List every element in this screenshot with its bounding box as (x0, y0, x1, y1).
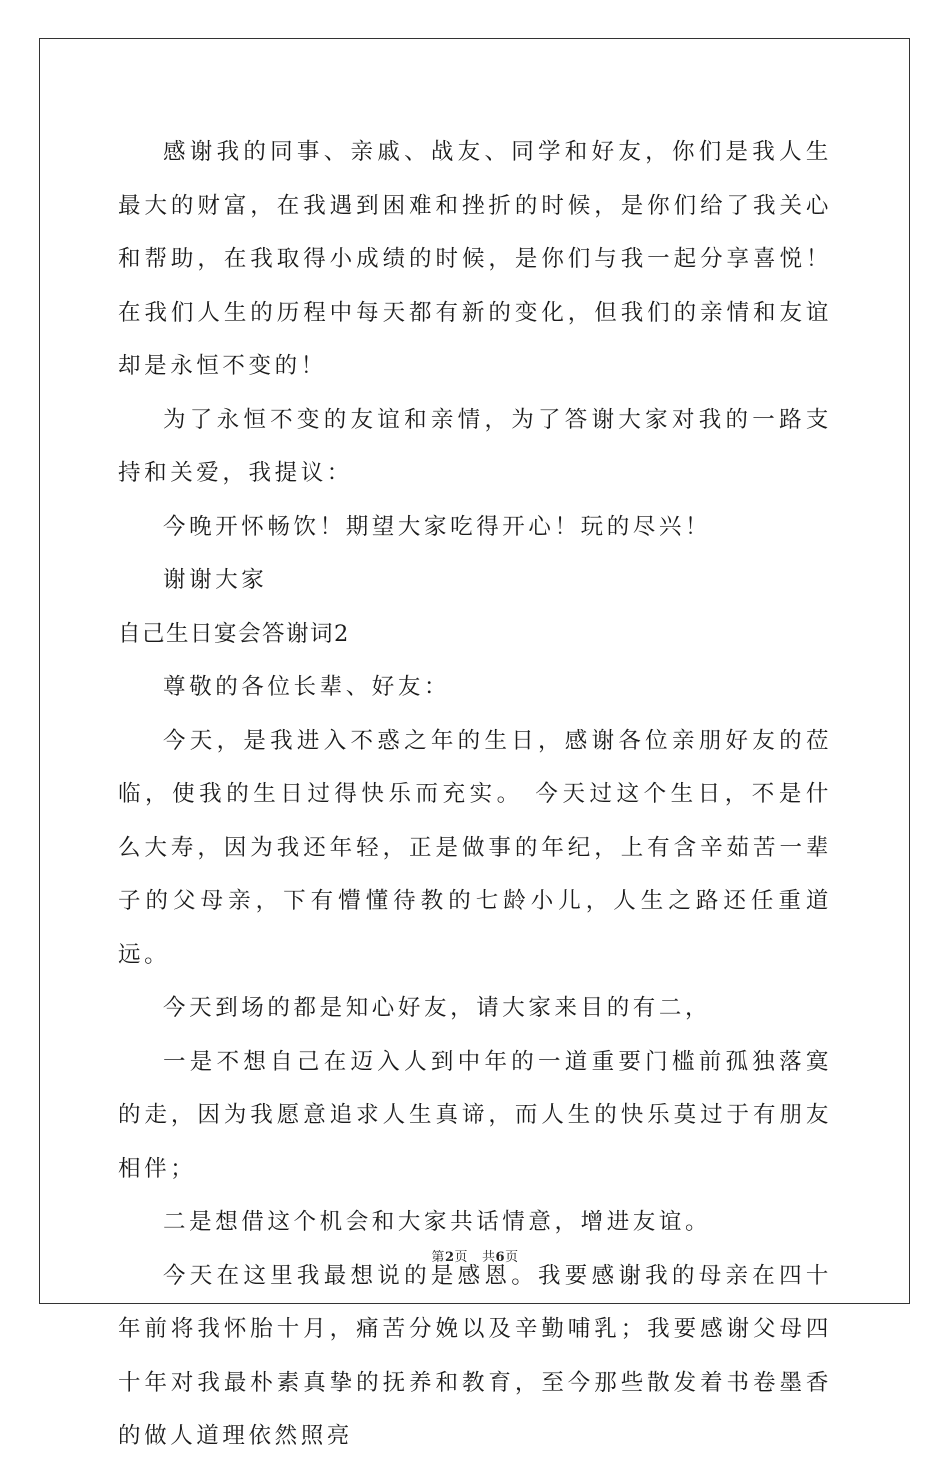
page-total: 6 (495, 1250, 506, 1265)
paragraph-purpose-two: 二是想借这个机会和大家共话情意，增进友谊。 (163, 1209, 712, 1235)
page-prefix: 第 (431, 1250, 445, 1265)
total-suffix: 页 (505, 1250, 519, 1265)
page-current: 2 (444, 1250, 455, 1265)
section-heading: 自己生日宴会答谢词2 (118, 620, 350, 647)
total-prefix: 共 (482, 1250, 496, 1265)
paragraph-proposal: 为了永恒不变的友谊和亲情，为了答谢大家对我的一路支持和关爱，我提议： (118, 406, 832, 486)
paragraph-salutation: 尊敬的各位长辈、好友： (163, 674, 451, 700)
paragraph-gratitude: 今天在这里我最想说的是感恩。我要感谢我的母亲在四十年前将我怀胎十月，痛苦分娩以及辛勤哺乳；我要感谢父母四十年对我最朴素真挚的抚养和教育，至今那些散发着书卷墨香的做人道理依然照亮 (118, 1262, 832, 1449)
paragraph-thanks-friends: 感谢我的同事、亲戚、战友、同学和好友，你们是我人生最大的财富，在我遇到困难和挫折的时候，是你们给了我关心和帮助，在我取得小成绩的时候，是你们与我一起分享喜悦！在我们人生的历程中每天都有新的变化，但我们的亲情和友谊却是永恒不变的！ (118, 139, 832, 379)
paragraph-birthday-intro: 今天，是我进入不惑之年的生日，感谢各位亲朋好友的莅临，使我的生日过得快乐而充实。 今天过这个生日，不是什么大寿，因为我还年轻，正是做事的年纪，上有含辛茹苦一辈子的父母亲，下有懵懂待教的七龄小儿，人生之路还任重道远。 (118, 727, 832, 968)
paragraph-purpose-one: 一是不想自己在迈入人到中年的一道重要门槛前孤独落寞的走，因为我愿意追求人生真谛，而人生的快乐莫过于有朋友相伴； (118, 1048, 832, 1182)
page-footer (0, 1246, 950, 1265)
paragraph-purpose: 今天到场的都是知心好友，请大家来目的有二， (163, 995, 712, 1021)
paragraph-toast: 今晚开怀畅饮！期望大家吃得开心！玩的尽兴！ (163, 513, 712, 540)
page-suffix: 页 (454, 1250, 468, 1265)
paragraph-thank-you: 谢谢大家 (163, 567, 268, 593)
